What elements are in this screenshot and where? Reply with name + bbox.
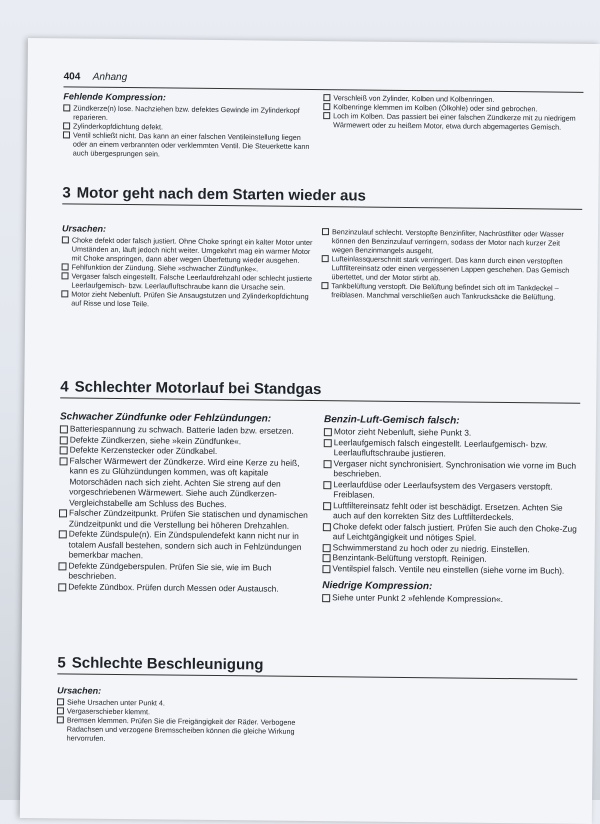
list-item: Falscher Wärmewert der Zündkerze. Wird eine Kerze zu heiß, kann es zu Glühzündungen kommen, was oft kapitale Motorschäden nach sich zieht. Achten Sie streng auf den vorgeschriebenen Wärmewert. Siehe auch Zündkerzen-Vergleichstabelle am Schluss des Buches.: [59, 455, 318, 510]
list-item: Defekte Zündbox. Prüfen durch Messen oder Austausch.: [58, 581, 316, 594]
list-item: Benzintank-Belüftung verstopft. Reinigen.: [323, 552, 579, 565]
section3-title-text: Motor geht nach dem Starten wieder aus: [76, 184, 367, 205]
section3-title: [62, 184, 582, 209]
section5-left: [57, 686, 314, 745]
section2-left: [63, 92, 316, 160]
list-item: Kolbenringe klemmen im Kolben (Ölkohle) oder sind gebrochen.: [323, 102, 581, 114]
list-item: Benzinzulauf schlecht. Verstopfte Benzinfilter, Nachrüstfilter oder Wasser können den Benzinzulauf verringern, sodass der Motor nach kurzer Zeit wegen Benzinmangels ausgeht.: [322, 227, 580, 257]
list-item: Verschleiß von Zylinder, Kolben und Kolbenringen.: [323, 93, 581, 105]
list-item: Choke defekt oder falsch justiert. Ohne Choke springt ein kalter Motor unter Umständen an, läuft jedoch nicht weiter. Umgekehrt mag ein warmer Motor mit Choke anspringen, dann aber wegen Überfettung wieder ausgehen.: [62, 235, 314, 265]
section4-title-text: Schlechter Motorlauf bei Standgas: [74, 378, 322, 399]
list-item: Siehe unter Punkt 2 »fehlende Kompression«.: [322, 592, 578, 605]
chapter-name: Anhang: [92, 71, 128, 84]
section5-number: 5: [57, 654, 66, 672]
list-item: Defekte Zündkerzen, siehe »kein Zündfunke«.: [60, 434, 318, 447]
section3-left: [61, 224, 314, 310]
zuendfunke-heading: Schwacher Zündfunke oder Fehlzündungen:: [59, 411, 272, 425]
list-item: Vergaserschieber klemmt.: [57, 706, 313, 718]
ursachen-heading: Ursachen:: [61, 223, 107, 234]
section3-right: [321, 227, 580, 302]
section3-number: 3: [62, 184, 71, 202]
section5-title: [57, 654, 577, 679]
gemisch-heading: Benzin-Luft-Gemisch falsch:: [323, 414, 460, 427]
list-item: Fehlfunktion der Zündung. Siehe »schwacher Zündfunke«.: [62, 262, 314, 274]
list-item: Defekte Kerzenstecker oder Zündkabel.: [60, 444, 318, 457]
list-item: Luftfiltereinsatz fehlt oder ist beschädigt. Ersetzen. Achten Sie auch auf den korrekten Sitz des Luftfilterdeckels.: [323, 500, 579, 524]
list-item: Bremsen klemmen. Prüfen Sie die Freigängigkeit der Räder. Verbogene Radachsen und verzogene Bremsscheiben können die gleiche Wirkung hervorrufen.: [57, 715, 313, 745]
list-item: Lufteinlassquerschnitt stark verringert. Das kann durch einen verstopften Luftfiltereinsatz oder einen vergessenen Lappen geschehen. Das Gemisch übertettet, und der Motor stirbt ab.: [321, 254, 579, 284]
list-item: Vergaser nicht synchronisiert. Synchronisation wie vorne im Buch beschrieben.: [323, 458, 579, 482]
list-item: Motor zieht Nebenluft. Prüfen Sie Ansaugstutzen und Zylinderkopfdichtung auf Risse und lose Teile.: [61, 289, 313, 310]
niedrige-kompression-heading: Niedrige Kompression:: [322, 580, 433, 593]
list-item: Ventilspiel falsch. Ventile neu einstellen (siehe vorne im Buch).: [322, 563, 578, 576]
list-item: Vergaser falsch eingestellt. Falsche Leerlaufdrehzahl oder schlecht justierte Leerlaufgemisch- bzw. Leerlaufluftschraube kann die Ursache sein.: [61, 271, 313, 292]
section4-title: [60, 378, 580, 403]
list-item: Siehe Ursachen unter Punkt 4.: [57, 697, 313, 709]
book-page: [20, 38, 600, 824]
page-header: [63, 66, 583, 92]
list-item: Loch im Kolben. Das passiert bei einer falschen Zündkerze mit zu niedrigem Wärmewert oder zu heißem Motor, etwa durch abgemagertes Gemisch.: [323, 111, 581, 132]
list-item: Choke defekt oder falsch justiert. Prüfen Sie auch den Choke-Zug auf Leichtgängigkeit und nötiges Spiel.: [323, 521, 579, 545]
section4-left: [58, 412, 318, 594]
fehlende-kompression-heading: Fehlende Kompression:: [63, 91, 166, 103]
list-item: Defekte Zündgeberspulen. Prüfen Sie sie, wie im Buch beschrieben.: [58, 560, 316, 584]
list-item: Zündkerze(n) lose. Nachziehen bzw. defektes Gewinde im Zylinderkopf reparieren.: [63, 103, 315, 124]
list-item: Leerlaufdüse oder Leerlaufsystem des Vergasers verstopft. Freiblasen.: [323, 479, 579, 503]
section4-right: [322, 415, 580, 605]
list-item: Falscher Zündzeitpunkt. Prüfen Sie statischen und dynamischen Zündzeitpunkt und die Verstellung bei höheren Drehzahlen.: [59, 507, 317, 531]
list-item: Schwimmerstand zu hoch oder zu niedrig. Einstellen.: [323, 542, 579, 555]
section4-number: 4: [60, 378, 69, 396]
ursachen-heading: Ursachen:: [57, 685, 102, 696]
list-item: Tankbelüftung verstopft. Die Belüftung befindet sich oft im Tankdeckel – freiblasen. Manchmal verschließen auch Tankrucksäcke die Belüftung.: [321, 281, 579, 302]
section2-right: [323, 93, 581, 132]
list-item: Batteriespannung zu schwach. Batterie laden bzw. ersetzen.: [60, 423, 318, 436]
list-item: Zylinderkopfdichtung defekt.: [63, 121, 315, 133]
page-number: 404: [63, 71, 81, 83]
section5-title-text: Schlechte Beschleunigung: [71, 654, 264, 674]
list-item: Leerlaufgemisch falsch eingestellt. Leerlaufgemisch- bzw. Leerlaufluftschraube justieren.: [324, 437, 580, 461]
list-item: Ventil schließt nicht. Das kann an einer falschen Ventileinstellung liegen oder an einem verbrannten oder verklemmten Ventil. Die Steuerkette kann auch übergesprungen sein.: [63, 130, 315, 160]
list-item: Motor zieht Nebenluft, siehe Punkt 3.: [324, 426, 580, 439]
list-item: Defekte Zündspule(n). Ein Zündspulendefekt kann nicht nur in totalem Ausfall bestehen, sondern sich auch in Fehlzündungen bemerkbar machen.: [59, 528, 317, 562]
